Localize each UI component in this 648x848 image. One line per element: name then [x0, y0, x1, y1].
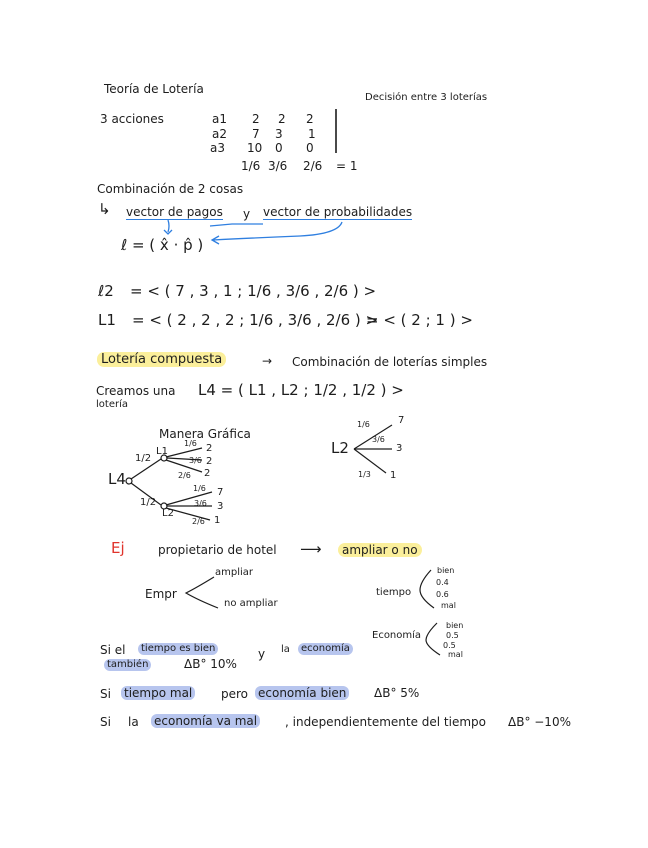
cond3-econ: economía va mal: [151, 714, 260, 728]
cell: 10: [247, 141, 263, 155]
tree1-lower-node: L2: [162, 508, 174, 519]
tiempo-opt: mal: [441, 601, 456, 610]
leaf-prob: 2/6: [178, 471, 191, 480]
arrow-icon: ↳: [98, 200, 111, 218]
leaf-value: 1: [214, 515, 221, 526]
cond1-delta: ΔB° 10%: [184, 657, 237, 671]
tiempo-opt: 0.4: [436, 578, 449, 587]
cond2-si: Si: [100, 687, 111, 701]
vector-pagos: vector de pagos: [126, 205, 223, 219]
tree1-lower-prob: 1/2: [140, 497, 157, 508]
cond1-text: Si el: [100, 643, 126, 657]
creamos-text: Creamos una: [96, 384, 176, 398]
cell: 0: [306, 141, 314, 155]
cond2-pero: pero: [221, 687, 249, 701]
leaf-value: 7: [217, 487, 224, 498]
empr-label: Empr: [145, 587, 177, 601]
right-note: Decisión entre 3 loterías: [365, 92, 488, 103]
leaf-prob: 3/6: [189, 456, 202, 465]
prob: 1/6: [241, 159, 261, 173]
cond3-la: la: [128, 715, 139, 729]
cell: 3: [275, 127, 283, 141]
cell: 2: [306, 112, 314, 126]
conj-y: y: [243, 207, 251, 221]
tree1-upper-node: L1: [156, 446, 168, 457]
economia-opt: 0.5: [443, 641, 456, 650]
leaf-value: 2: [206, 456, 213, 467]
leaf-prob: 1/6: [184, 439, 197, 448]
leaf-value: 2: [206, 443, 213, 454]
economia-opt: bien: [446, 621, 464, 630]
cond3-delta: ΔB° −10%: [508, 715, 571, 729]
cond3-si: Si: [100, 715, 111, 729]
page-title: Teoría de Lotería: [104, 82, 204, 96]
tree1-upper-prob: 1/2: [135, 453, 152, 464]
cond1-y: y: [258, 647, 266, 661]
cond2-econ: economía bien: [255, 686, 349, 700]
prob-sum: = 1: [336, 159, 358, 173]
row-name: a2: [212, 127, 227, 141]
l2-label: ℓ2: [98, 282, 114, 300]
cell: 2: [278, 112, 286, 126]
cell: 1: [308, 127, 316, 141]
compuesta-desc: Combinación de loterías simples: [292, 355, 488, 369]
cond1-econ: economía: [298, 643, 353, 655]
l1-def: = < ( 2 , 2 , 2 ; 1/6 , 3/6 , 2/6 ) >: [132, 311, 379, 329]
tree2-leaf-prob: 1/3: [358, 470, 371, 479]
cell: 2: [252, 112, 260, 126]
tiempo-opt: 0.6: [436, 590, 449, 599]
leaf-prob: 2/6: [192, 517, 205, 526]
leaf-prob: 3/6: [194, 499, 207, 508]
cond1-tiempo: tiempo es bien: [138, 643, 218, 655]
option-no-ampliar: no ampliar: [224, 598, 278, 609]
l2-def: = < ( 7 , 3 , 1 ; 1/6 , 3/6 , 2/6 ) >: [130, 282, 377, 300]
tree1-root: L4: [108, 470, 126, 488]
table-label: 3 acciones: [100, 112, 164, 126]
leaf-prob: 1/6: [193, 484, 206, 493]
grafica-title: Manera Gráfica: [159, 427, 251, 441]
tree2-leaf-prob: 3/6: [372, 435, 385, 444]
arrow-icon: ⟶: [300, 540, 322, 558]
tree2-leaf-value: 1: [390, 470, 397, 481]
cell: 7: [252, 127, 260, 141]
tree2-leaf-value: 3: [396, 443, 403, 454]
l4-def: L4 = ( L1 , L2 ; 1/2 , 1/2 ) >: [198, 381, 404, 399]
example-highlight: ampliar o no: [338, 543, 422, 557]
cond1-tambien: también: [104, 659, 151, 671]
tiempo-label: tiempo: [376, 587, 412, 598]
prob: 2/6: [303, 159, 323, 173]
economia-opt: mal: [448, 650, 463, 659]
compuesta-label: Lotería compuesta: [97, 352, 226, 367]
section-title: Combinación de 2 cosas: [97, 182, 244, 196]
tree2-leaf-prob: 1/6: [357, 420, 370, 429]
cond2-tiempo: tiempo mal: [121, 686, 195, 700]
economia-label: Economía: [372, 630, 422, 641]
option-ampliar: ampliar: [215, 567, 254, 578]
tiempo-opt: bien: [437, 566, 455, 575]
row-name: a3: [210, 141, 225, 155]
arrow-icon: →: [262, 354, 273, 368]
cond1-la: la: [281, 644, 290, 655]
economia-opt: 0.5: [446, 631, 459, 640]
vector-prob: vector de probabilidades: [263, 205, 413, 219]
tree2-root: L2: [331, 439, 349, 457]
cell: 0: [275, 141, 283, 155]
loteria-text: lotería: [96, 399, 128, 410]
lottery-formula: ℓ = ( x̂ · p̂ ): [121, 236, 204, 254]
row-name: a1: [212, 112, 227, 126]
l1-label: L1: [98, 311, 116, 329]
example-tag: Ej: [111, 539, 125, 557]
leaf-value: 2: [204, 468, 211, 479]
leaf-value: 3: [217, 501, 224, 512]
example-text: propietario de hotel: [158, 543, 277, 557]
cond2-delta: ΔB° 5%: [374, 686, 420, 700]
tree2-leaf-value: 7: [398, 415, 405, 426]
l1-simplified: = < ( 2 ; 1 ) >: [366, 311, 473, 329]
prob: 3/6: [268, 159, 288, 173]
cond3-rest: , independientemente del tiempo: [285, 715, 486, 729]
